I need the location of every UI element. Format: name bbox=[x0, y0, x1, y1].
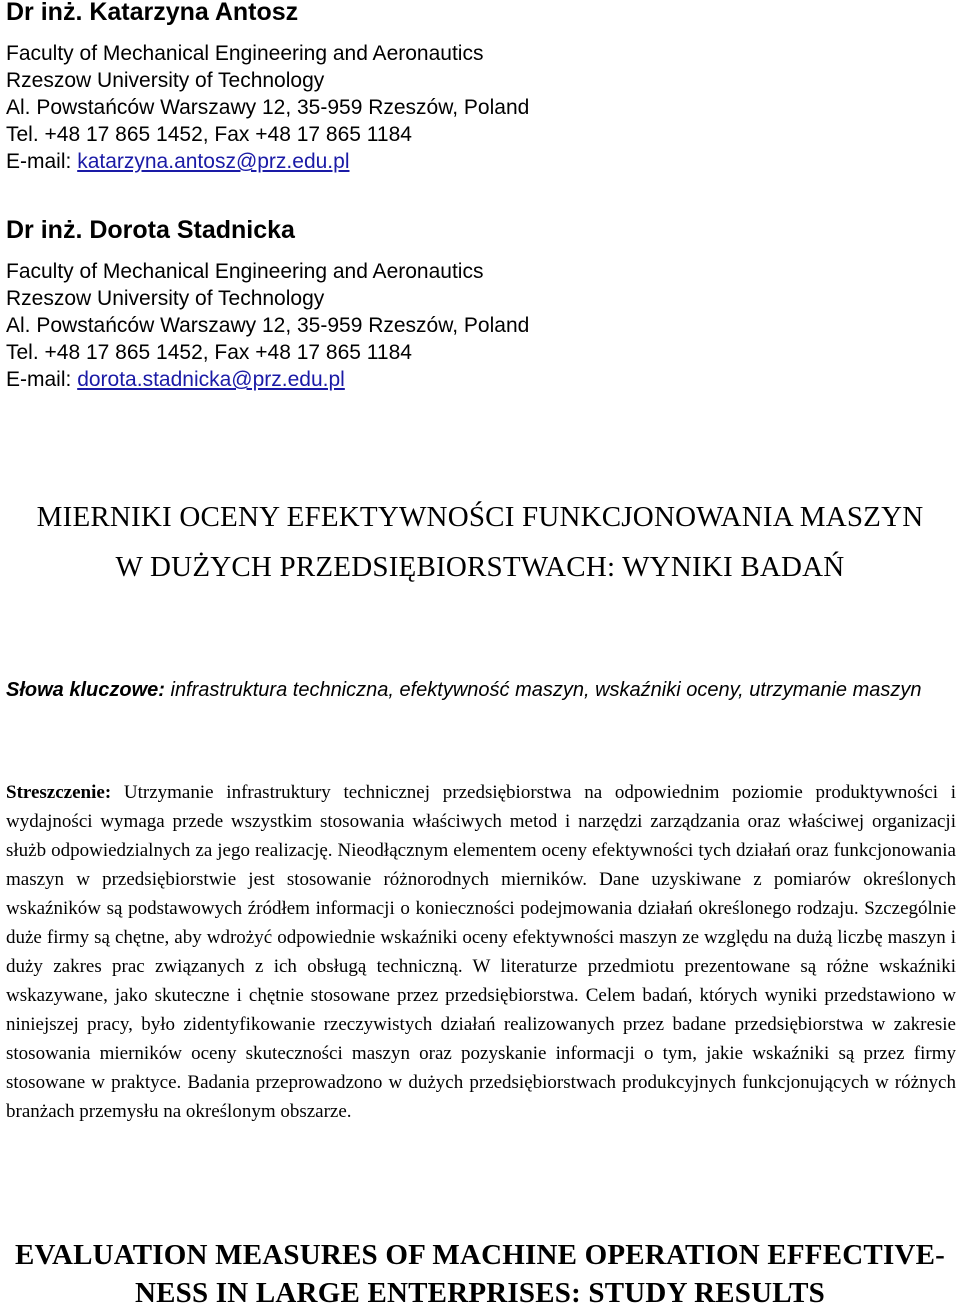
author-address: Al. Powstańców Warszawy 12, 35-959 Rzeszów, Poland bbox=[6, 314, 530, 337]
author-faculty: Faculty of Mechanical Engineering and Aeronautics bbox=[6, 260, 484, 283]
author-block-2 bbox=[6, 216, 946, 393]
keywords-section bbox=[6, 676, 954, 704]
author-block-1 bbox=[6, 0, 946, 175]
abstract-text: Utrzymanie infrastruktury technicznej przedsiębiorstwa na odpowiednim poziomie produktywności i wydajności wymaga przede wszystkim stosowania właściwych metod i narzędzi zarządzania oraz właściwej organizacji służb odpowiedzialnych za jego realizację. Nieodłącznym elementem oceny efektywności tych działań oraz funkcjonowania maszyn w przedsiębiorstwie jest stosowanie różnorodnych mierników. Dane uzyskiwane z pomiarów określonych wskaźników są podstawowych źródłem informacji o konieczności podejmowania działań określonego rodzaju. Szczególnie duże firmy są chętne, aby wdrożyć odpowiednie wskaźniki oceny efektywności maszyn ze względu na dużą liczbę maszyn i duży zakres prac związanych z ich obsługą techniczną. W literaturze przedmiotu prezentowane są różne wskaźniki wskazywane, jako skuteczne i chętnie stosowane przez przedsiębiorstwa. Celem badań, których wyniki przedstawiono w niniejszej pracy, było zidentyfikowanie rzeczywistych działań realizowanych przez badane przedsiębiorstwa w zakresie stosowania mierników oceny skuteczności maszyn oraz pozyskanie informacji o tym, jakie wskaźniki są przez firmy stosowane w praktyce. Badania przeprowadzono w dużych przedsiębiorstwach produkcyjnych funkcjonujących w różnych branżach przemysłu na określonym obszarze. bbox=[6, 782, 956, 1122]
title-line-2: W DUŻYCH PRZEDSIĘBIORSTWACH: WYNIKI BADAŃ bbox=[115, 551, 845, 583]
author-email-line bbox=[6, 366, 946, 393]
title-line-1: MIERNIKI OCENY EFEKTYWNOŚCI FUNKCJONOWANIA MASZYN bbox=[36, 501, 924, 533]
author-university: Rzeszow University of Technology bbox=[6, 69, 325, 92]
email-label: E-mail: bbox=[6, 150, 78, 173]
author-name: Dr inż. Dorota Stadnicka bbox=[6, 216, 295, 244]
author-university: Rzeszow University of Technology bbox=[6, 287, 325, 310]
author-faculty: Faculty of Mechanical Engineering and Aeronautics bbox=[6, 42, 484, 65]
title-line-2: NESS IN LARGE ENTERPRISES: STUDY RESULTS bbox=[135, 1277, 825, 1309]
email-link[interactable]: dorota.stadnicka@prz.edu.pl bbox=[77, 368, 345, 391]
abstract-label: Streszczenie: bbox=[6, 782, 112, 803]
author-phone: Tel. +48 17 865 1452, Fax +48 17 865 1184 bbox=[6, 123, 412, 146]
paper-title-english bbox=[0, 1236, 960, 1312]
abstract-section bbox=[6, 778, 956, 1126]
author-email-line bbox=[6, 148, 946, 175]
author-address: Al. Powstańców Warszawy 12, 35-959 Rzeszów, Poland bbox=[6, 96, 530, 119]
keywords-text: infrastruktura techniczna, efektywność maszyn, wskaźniki oceny, utrzymanie maszyn bbox=[164, 679, 922, 701]
paper-title-polish bbox=[0, 492, 960, 592]
title-line-1: EVALUATION MEASURES OF MACHINE OPERATION EFFECTIVE- bbox=[15, 1239, 945, 1271]
email-link[interactable]: katarzyna.antosz@prz.edu.pl bbox=[77, 150, 350, 173]
keywords-label: Słowa kluczowe: bbox=[6, 679, 165, 701]
author-phone: Tel. +48 17 865 1452, Fax +48 17 865 1184 bbox=[6, 341, 412, 364]
email-label: E-mail: bbox=[6, 368, 78, 391]
author-name: Dr inż. Katarzyna Antosz bbox=[6, 0, 299, 26]
